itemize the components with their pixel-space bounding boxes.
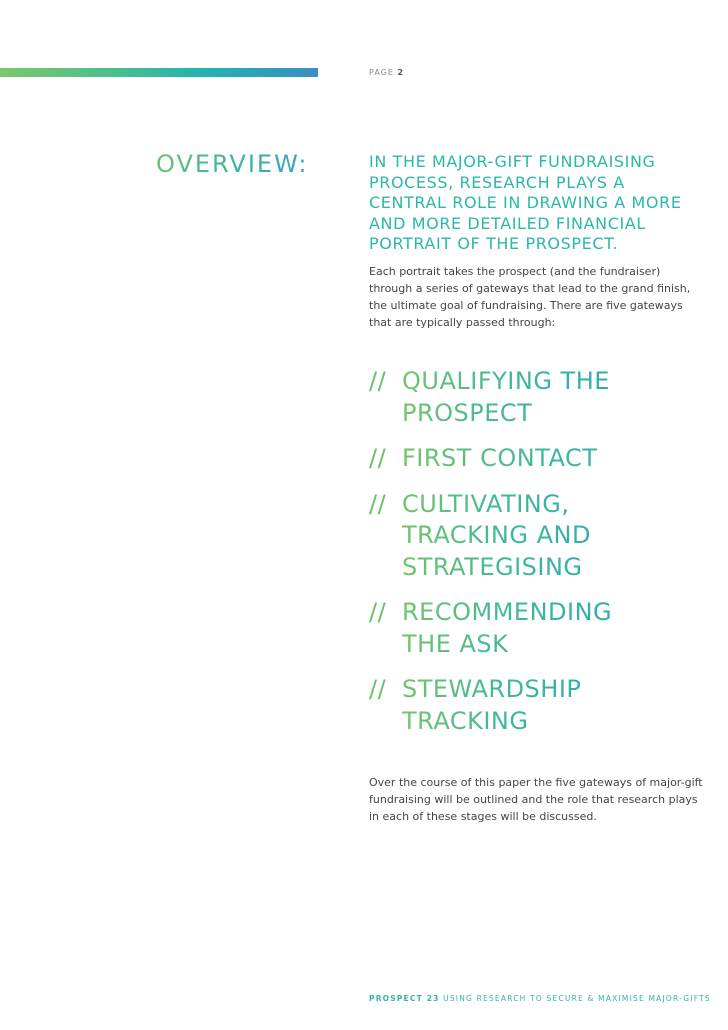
page-number-value: 2 — [397, 68, 405, 77]
page-footer — [369, 994, 711, 1003]
gateway-label: FIRST CONTACT — [402, 443, 714, 475]
gateway-item-qualifying — [369, 366, 714, 429]
gateway-label: STEWARDSHIP TRACKING — [402, 674, 622, 737]
intro-paragraph: Each portrait takes the prospect (and the fundraiser) through a series of gateways that lead to the grand finish, the ultimate goal of fundraising. There are five gateways that are typically passed through: — [369, 265, 691, 329]
slash-marker: // — [369, 675, 387, 703]
gateway-item-first-contact — [369, 443, 714, 475]
page-number — [369, 68, 404, 77]
slash-marker: // — [369, 367, 387, 395]
header-gradient-bar — [0, 68, 318, 77]
gateway-list — [369, 366, 714, 751]
gateway-label: CULTIVATING, TRACKING AND STRATEGISING — [402, 489, 632, 584]
lead-paragraph: IN THE MAJOR-GIFT FUNDRAISING PROCESS, RESEARCH PLAYS A CENTRAL ROLE IN DRAWING A MORE AND MORE DETAILED FINANCIAL PORTRAIT OF THE PROSPECT. — [369, 152, 682, 253]
outro-paragraph: Over the course of this paper the five gateways of major-gift fundraising will be outlined and the role that research plays in each of these stages will be discussed. — [369, 776, 703, 823]
gateway-item-recommending — [369, 597, 714, 660]
page-label: PAGE — [369, 68, 394, 77]
footer-title: USING RESEARCH TO SECURE & MAXIMISE MAJOR-GIFTS — [443, 994, 711, 1003]
slash-marker: // — [369, 444, 387, 472]
gateway-label: RECOMMENDING THE ASK — [402, 597, 642, 660]
footer-brand: PROSPECT 23 — [369, 994, 440, 1003]
section-title: OVERVIEW: — [156, 150, 309, 178]
slash-marker: // — [369, 489, 387, 518]
gateway-item-cultivating — [369, 489, 714, 584]
gateway-label: QUALIFYING THE PROSPECT — [402, 366, 632, 429]
slash-marker: // — [369, 598, 387, 626]
gateway-item-stewardship — [369, 674, 714, 737]
